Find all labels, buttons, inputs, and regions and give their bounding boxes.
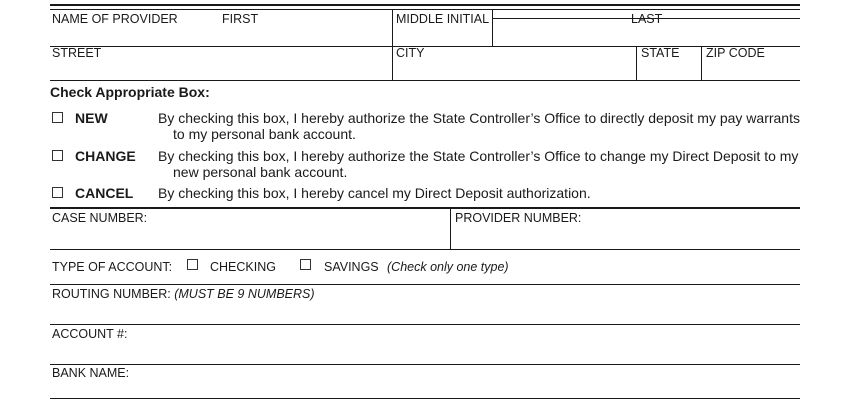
change-option-label: CHANGE (75, 148, 136, 164)
change-description-line2: new personal bank account. (173, 164, 348, 180)
city-field[interactable] (394, 60, 634, 79)
last-name-rule (492, 18, 800, 19)
city-label: CITY (396, 46, 425, 60)
checking-label: CHECKING (210, 260, 276, 274)
row-rule (50, 249, 800, 250)
change-checkbox[interactable] (52, 150, 63, 161)
last-name-field[interactable] (494, 20, 798, 46)
account-number-field[interactable] (50, 342, 800, 363)
top-rule (50, 4, 800, 6)
case-number-label: CASE NUMBER: (52, 211, 148, 225)
zip-code-label: ZIP CODE (706, 46, 765, 60)
routing-number-field[interactable] (50, 302, 800, 323)
state-label: STATE (641, 46, 680, 60)
bank-name-label: BANK NAME: (52, 366, 130, 380)
top-rule-inner (50, 9, 800, 10)
street-field[interactable] (50, 60, 390, 79)
provider-number-label: PROVIDER NUMBER: (455, 211, 582, 225)
state-field[interactable] (638, 60, 699, 79)
routing-number-label: ROUTING NUMBER: (MUST BE 9 NUMBERS) (52, 287, 315, 301)
provider-first-name-field[interactable] (50, 26, 390, 46)
name-of-provider-label: NAME OF PROVIDER (52, 12, 178, 26)
middle-initial-label: MIDDLE INITIAL (396, 12, 490, 26)
row-rule (50, 284, 800, 285)
row-rule (50, 46, 800, 47)
first-name-label: FIRST (222, 12, 259, 26)
account-number-label: ACCOUNT #: (52, 327, 128, 341)
section-rule (50, 207, 800, 209)
case-number-field[interactable] (50, 227, 448, 248)
divider (392, 10, 393, 46)
divider (701, 46, 702, 80)
savings-label: SAVINGS (324, 260, 379, 274)
row-rule (50, 364, 800, 365)
divider (392, 46, 393, 80)
form-title (52, 0, 413, 3)
row-rule (50, 398, 800, 399)
cancel-option-label: CANCEL (75, 185, 134, 201)
zip-code-field[interactable] (703, 60, 799, 79)
change-description-line1: By checking this box, I hereby authorize the State Controller’s Office to change my Direct Deposit to my (158, 148, 799, 164)
new-checkbox[interactable] (52, 112, 63, 123)
savings-checkbox[interactable] (300, 259, 311, 270)
divider (636, 46, 637, 80)
bank-name-field[interactable] (50, 380, 800, 397)
new-description-line1: By checking this box, I hereby authorize the State Controller’s Office to directly deposit my pay warrants (158, 110, 800, 126)
cancel-checkbox[interactable] (52, 187, 63, 198)
check-box-heading: Check Appropriate Box: (50, 84, 210, 100)
type-of-account-label: TYPE OF ACCOUNT: (52, 260, 173, 274)
last-name-label: LAST (631, 12, 663, 26)
cancel-description: By checking this box, I hereby cancel my Direct Deposit authorization. (158, 185, 591, 201)
street-label: STREET (52, 46, 102, 60)
savings-note: (Check only one type) (387, 260, 509, 274)
divider (492, 10, 493, 46)
provider-number-field[interactable] (452, 227, 799, 248)
middle-initial-field[interactable] (394, 26, 490, 46)
new-option-label: NEW (75, 110, 108, 126)
new-description-line2: to my personal bank account. (173, 126, 356, 142)
checking-checkbox[interactable] (187, 259, 198, 270)
row-rule (50, 80, 800, 81)
divider (450, 209, 451, 249)
row-rule (50, 324, 800, 325)
